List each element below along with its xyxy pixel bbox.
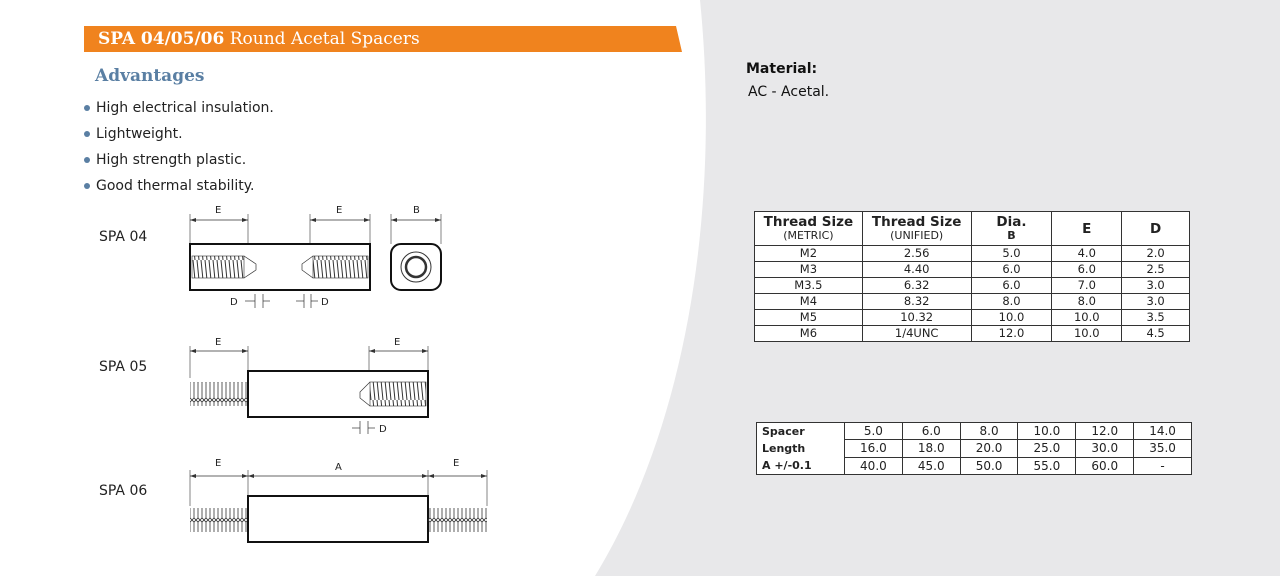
table-cell: 4.5	[1122, 326, 1190, 342]
table-header-row	[755, 212, 1190, 246]
table-header: D	[1122, 212, 1190, 246]
table-cell: 55.0	[1018, 457, 1076, 474]
table-cell: 16.0	[845, 440, 903, 457]
list-item: Lightweight.	[84, 121, 274, 147]
table-cell: 10.0	[1052, 310, 1122, 326]
table-cell: 6.0	[902, 423, 960, 440]
table-cell: M5	[755, 310, 863, 326]
table-row	[755, 262, 1190, 278]
table-cell: 6.0	[1052, 262, 1122, 278]
table-cell: 4.40	[862, 262, 971, 278]
dim-label-a: A	[335, 462, 342, 473]
table-cell: 10.32	[862, 310, 971, 326]
table-cell: M6	[755, 326, 863, 342]
dim-label-d: D	[230, 297, 238, 308]
table-cell: 10.0	[1052, 326, 1122, 342]
table-cell: M3	[755, 262, 863, 278]
spa05-drawing	[190, 337, 428, 435]
spa04-drawing	[190, 205, 441, 308]
table-cell: 2.56	[862, 246, 971, 262]
table-cell: 8.0	[960, 423, 1018, 440]
table-cell: 10.0	[971, 310, 1052, 326]
table-cell: M2	[755, 246, 863, 262]
table-cell: 3.0	[1122, 294, 1190, 310]
table-cell: 12.0	[971, 326, 1052, 342]
table-cell: 45.0	[902, 457, 960, 474]
table-cell: 6.32	[862, 278, 971, 294]
table-row	[755, 310, 1190, 326]
table-cell: 40.0	[845, 457, 903, 474]
table-row	[755, 326, 1190, 342]
dim-label-e: E	[394, 337, 401, 348]
table-cell: 35.0	[1134, 440, 1192, 457]
table-cell: 8.0	[1052, 294, 1122, 310]
dim-label-d: D	[379, 424, 387, 435]
advantages-heading: Advantages	[95, 66, 205, 86]
table-cell: 25.0	[1018, 440, 1076, 457]
list-item: High strength plastic.	[84, 147, 274, 173]
table-cell: 2.0	[1122, 246, 1190, 262]
table-cell: 12.0	[1076, 423, 1134, 440]
table-cell: M4	[755, 294, 863, 310]
thread-size-table	[754, 211, 1190, 342]
dim-label-b: B	[413, 205, 420, 216]
table-cell: 14.0	[1134, 423, 1192, 440]
part-label-spa05: SPA 05	[99, 359, 148, 375]
material-value: AC - Acetal.	[748, 84, 830, 100]
spacer-length-table	[756, 422, 1192, 475]
part-label-spa04: SPA 04	[99, 229, 148, 245]
dim-label-e: E	[215, 337, 222, 348]
table-cell: 8.0	[971, 294, 1052, 310]
table-row	[755, 294, 1190, 310]
table-cell: 5.0	[845, 423, 903, 440]
table-cell: 30.0	[1076, 440, 1134, 457]
table-cell: -	[1134, 457, 1192, 474]
table-cell: 7.0	[1052, 278, 1122, 294]
table-cell: 20.0	[960, 440, 1018, 457]
table-cell: 8.32	[862, 294, 971, 310]
table-cell: 3.5	[1122, 310, 1190, 326]
dim-label-e: E	[215, 205, 222, 216]
table-cell: 6.0	[971, 262, 1052, 278]
table-cell: 10.0	[1018, 423, 1076, 440]
table-cell: 5.0	[971, 246, 1052, 262]
dim-label-e: E	[336, 205, 343, 216]
dim-label-d: D	[321, 297, 329, 308]
table-cell: 3.0	[1122, 278, 1190, 294]
list-item: Good thermal stability.	[84, 173, 274, 199]
table-cell: M3.5	[755, 278, 863, 294]
dim-label-e: E	[453, 458, 460, 469]
spa06-drawing	[190, 458, 487, 542]
table-cell: 50.0	[960, 457, 1018, 474]
table-cell: 4.0	[1052, 246, 1122, 262]
table-cell: 2.5	[1122, 262, 1190, 278]
table-row	[757, 423, 1192, 440]
table-cell: 60.0	[1076, 457, 1134, 474]
table-cell: 6.0	[971, 278, 1052, 294]
material-label: Material:	[746, 61, 818, 77]
table-cell: 1/4UNC	[862, 326, 971, 342]
table-cell: 18.0	[902, 440, 960, 457]
page-title: SPA 04/05/06 Round Acetal Spacers	[98, 29, 420, 49]
spacer-length-label: Spacer Length A +/-0.1	[757, 423, 845, 475]
part-label-spa06: SPA 06	[99, 483, 148, 499]
table-header: Dia. B	[971, 212, 1052, 246]
table-row	[755, 278, 1190, 294]
table-header: Thread Size (UNIFIED)	[862, 212, 971, 246]
dim-label-e: E	[215, 458, 222, 469]
list-item: High electrical insulation.	[84, 95, 274, 121]
table-header: E	[1052, 212, 1122, 246]
table-header: Thread Size (METRIC)	[755, 212, 863, 246]
table-row	[755, 246, 1190, 262]
